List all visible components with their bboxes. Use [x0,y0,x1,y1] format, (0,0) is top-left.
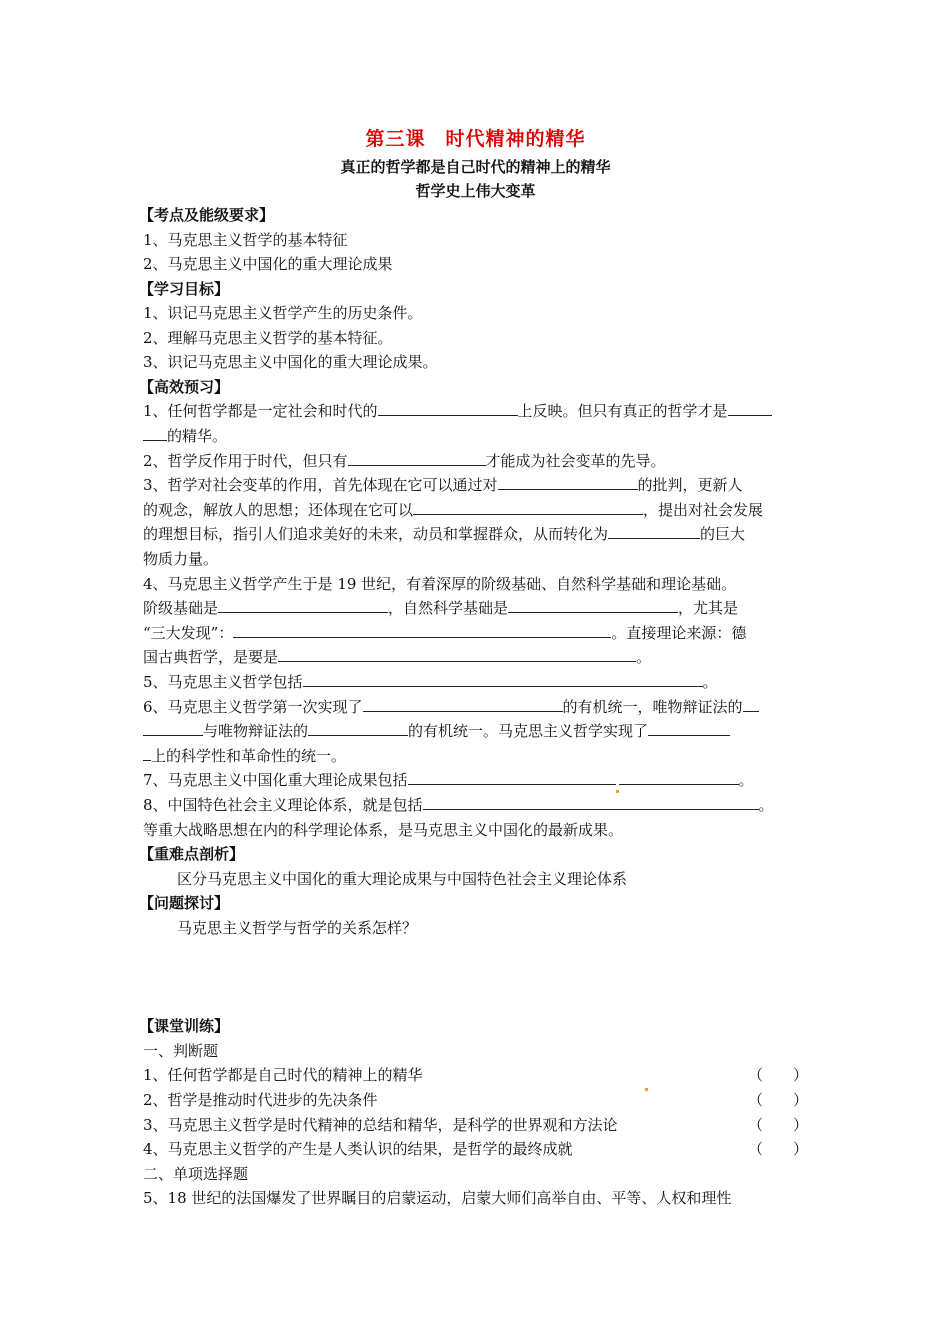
fill-blank[interactable] [408,770,616,785]
fill-blank[interactable] [218,598,388,613]
fill-blank[interactable] [413,500,643,515]
worksheet-page [139,118,809,1211]
preview-q5: 5、马克思主义哲学包括 。 [143,673,718,691]
fill-blank[interactable] [423,795,759,810]
tf-item: 1、任何哲学都是自己时代的精神上的精华 （ ） [143,1063,808,1088]
requirement-item: 2、马克思主义中国化的重大理论成果 [143,255,393,274]
fill-blank[interactable] [728,401,772,416]
fill-blank[interactable] [363,697,563,712]
section-question: 【问题探讨】 [139,894,230,913]
preview-q8: 8、中国特色社会主义理论体系，就是包括 。 等重大战略思想在内的科学理论体系，是马克思主义中国化的最新成果。 [143,795,774,839]
subtitle-2: 哲学史上伟大变革 [415,182,536,200]
preview-q7: 7、马克思主义中国化重大理论成果包括 。 [143,768,808,793]
fill-blank[interactable] [508,598,678,613]
preview-q1: 1、任何哲学都是一定社会和时代的 上反映。但只有真正的哲学才是 的精华。 [143,399,808,448]
fill-blank[interactable] [143,746,151,761]
fill-blank[interactable] [648,721,730,736]
answer-bracket[interactable]: （ ） [748,1115,809,1134]
question-text: 马克思主义哲学与哲学的关系怎样？ [177,918,418,937]
fill-blank[interactable] [348,451,486,466]
choice-question-5: 5、18 世纪的法国爆发了世界瞩目的启蒙运动，启蒙大师们高举自由、平等、人权和理性 [143,1189,732,1208]
part-single-choice: 二、单项选择题 [143,1164,249,1183]
fill-blank[interactable] [743,697,759,712]
section-requirements: 【考点及能级要求】 [139,206,275,224]
fill-blank[interactable] [308,721,408,736]
answer-bracket[interactable]: （ ） [748,1140,809,1159]
fill-blank[interactable] [143,426,167,441]
section-key-points: 【重难点剖析】 [139,845,245,864]
part-true-false: 一、判断题 [143,1041,219,1060]
page-title: 第三课 时代精神的精华 [365,128,586,150]
section-goals: 【学习目标】 [139,279,230,298]
fill-blank[interactable] [233,623,611,638]
fill-blank[interactable] [619,770,739,785]
section-training: 【课堂训练】 [139,1017,230,1036]
answer-bracket[interactable]: （ ） [748,1066,809,1085]
requirement-item: 1、马克思主义哲学的基本特征 [143,230,348,249]
key-point-text: 区分马克思主义中国化的重大理论成果与中国特色社会主义理论体系 [177,869,628,888]
tf-item: 4、马克思主义哲学的产生是人类认识的结果，是哲学的最终成就 （ ） [143,1137,808,1162]
fill-blank[interactable] [278,647,636,662]
fill-blank[interactable] [608,524,700,539]
goal-item: 1、识记马克思主义哲学产生的历史条件。 [143,304,423,323]
orange-dot-mark [645,1088,648,1091]
fill-blank[interactable] [143,721,203,736]
subtitle-1: 真正的哲学都是自己时代的精神上的精华 [340,158,611,176]
section-preview: 【高效预习】 [139,377,230,396]
answer-bracket[interactable]: （ ） [748,1091,809,1110]
fill-blank[interactable] [498,475,638,490]
tf-item: 3、马克思主义哲学是时代精神的总结和精华，是科学的世界观和方法论 （ ） [143,1113,808,1138]
fill-blank[interactable] [303,672,703,687]
preview-q2: 2、哲学反作用于时代，但只有 才能成为社会变革的先导。 [143,451,666,470]
goal-item: 3、识记马克思主义中国化的重大理论成果。 [143,353,438,372]
preview-q3: 3、哲学对社会变革的作用，首先体现在它可以通过对 的批判，更新人 的观念，解放人的思想；还体现在它可以 ，提出对社会发展 的理想目标，指引人们追求美好的未来，动员和掌握群众，从而转化为 的巨大 物质力量。 [143,476,764,569]
preview-q4: 4、马克思主义哲学产生于是 19 世纪，有着深厚的阶级基础、自然科学基础和理论基础。 阶级基础是 ，自然科学基础是 ，尤其是 “三大发现”： 。直接理论来源：德 国古典哲学，是要是 。 [143,574,747,667]
tf-item: 2、哲学是推动时代进步的先决条件 （ ） [143,1088,808,1113]
fill-blank[interactable] [378,401,518,416]
preview-q6: 6、马克思主义哲学第一次实现了 的有机统一，唯物辩证法的 与唯物辩证法的 的有机统一。马克思主义哲学实现了 上的科学性和革命性的统一。 [143,695,808,769]
goal-item: 2、理解马克思主义哲学的基本特征。 [143,328,393,347]
